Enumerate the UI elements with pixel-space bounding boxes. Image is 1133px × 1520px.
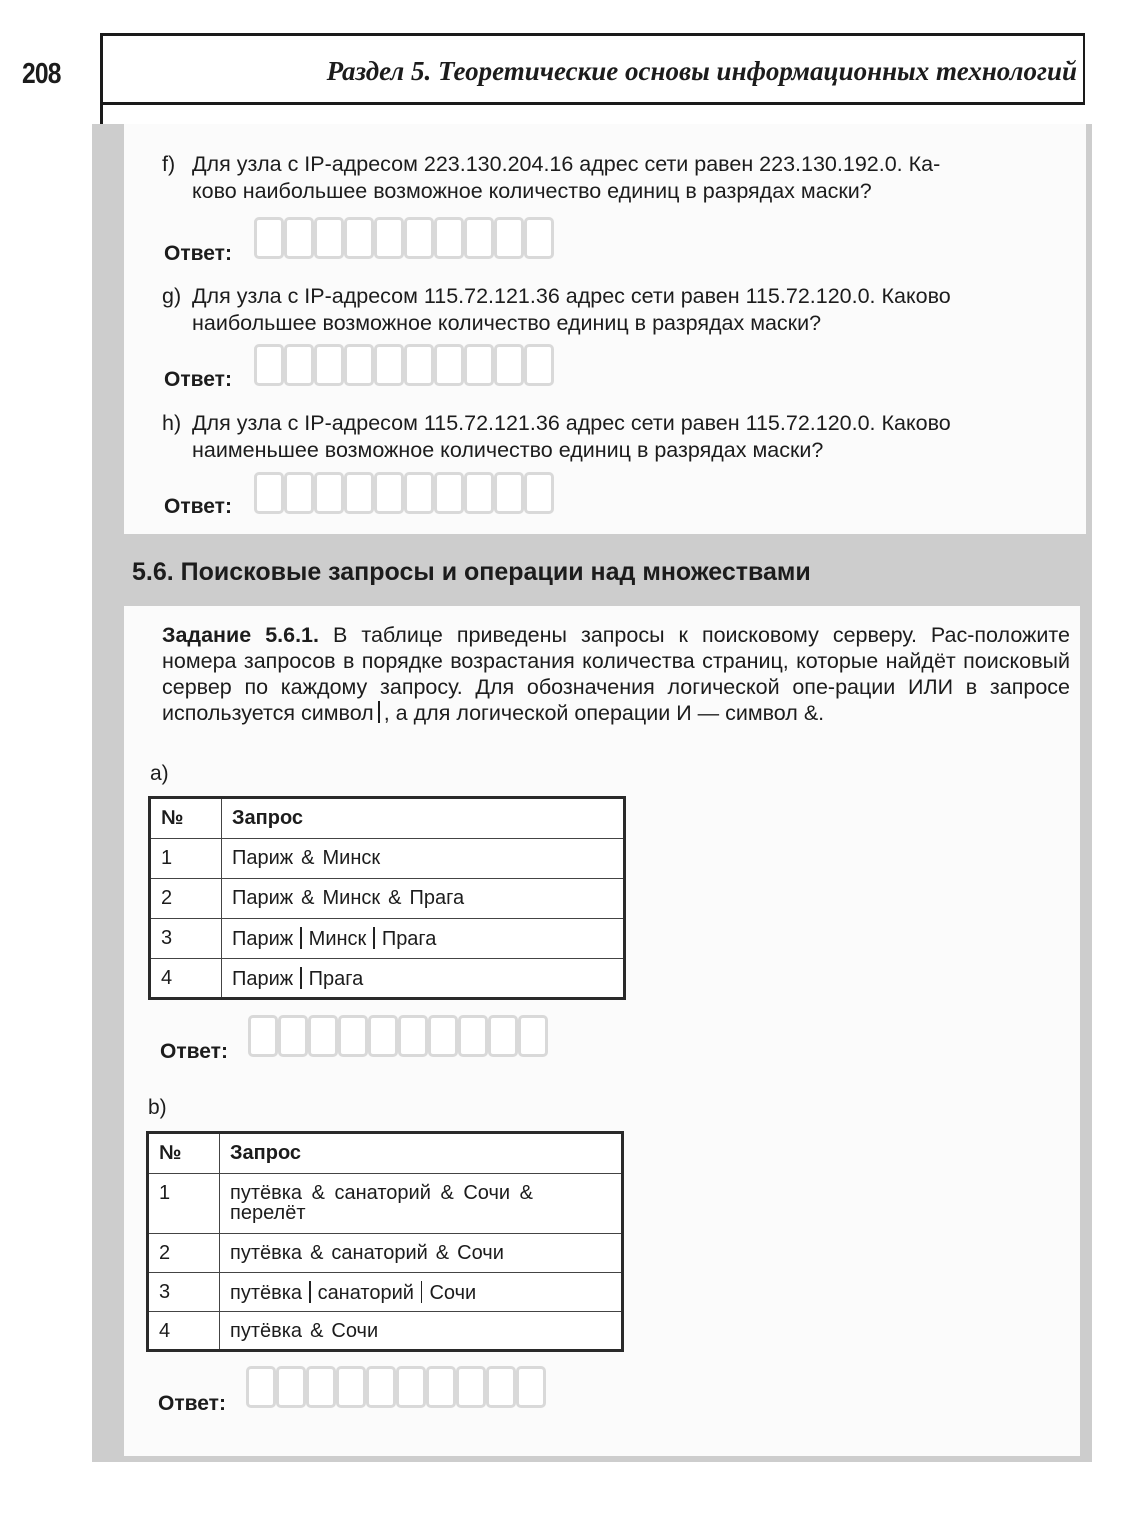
table-header-row — [150, 798, 625, 839]
table-row — [150, 919, 625, 959]
page-number: 208 — [22, 58, 61, 90]
subtask-label-b: b) — [148, 1096, 167, 1119]
row-number: 3 — [150, 919, 222, 959]
question-line: Для узла с IP-адресом 115.72.121.36 адрес сети равен 115.72.120.0. Каково — [192, 284, 951, 308]
query-term: Минск — [322, 887, 381, 909]
column-header-number: № — [148, 1133, 220, 1174]
answer-field-a[interactable] — [248, 1015, 548, 1057]
column-header-number: № — [150, 798, 222, 839]
answer-cell[interactable] — [524, 344, 554, 386]
question-g — [162, 283, 1074, 337]
answer-cell[interactable] — [314, 217, 344, 259]
row-number: 3 — [148, 1273, 220, 1312]
subtask-label-a: a) — [150, 762, 169, 785]
query-cell — [220, 1234, 623, 1273]
answer-field-h[interactable] — [254, 472, 554, 514]
answer-cell[interactable] — [464, 344, 494, 386]
query-term: Прага — [381, 928, 437, 950]
answer-label: Ответ: — [160, 1040, 228, 1063]
or-operator-icon — [300, 967, 302, 989]
and-operator: & — [310, 1320, 324, 1342]
question-letter: h) — [162, 411, 182, 435]
table-row — [150, 839, 625, 879]
answer-cell[interactable] — [404, 344, 434, 386]
header-divider — [100, 105, 103, 125]
row-number: 4 — [148, 1312, 220, 1351]
answer-cell[interactable] — [518, 1015, 548, 1057]
query-term: Прага — [308, 968, 364, 990]
answer-cell[interactable] — [426, 1366, 456, 1408]
answer-cell[interactable] — [374, 217, 404, 259]
answer-cell[interactable] — [434, 344, 464, 386]
query-term: путёвка — [230, 1242, 303, 1264]
answer-label: Ответ: — [164, 242, 232, 265]
answer-cell[interactable] — [494, 344, 524, 386]
section-heading: 5.6. Поисковые запросы и операции над множествами — [132, 558, 811, 586]
and-operator: & — [310, 1242, 324, 1264]
task-label: Задание 5.6.1. — [162, 623, 319, 647]
answer-cell[interactable] — [374, 344, 404, 386]
answer-cell[interactable] — [246, 1366, 276, 1408]
query-cell — [222, 919, 625, 959]
question-line: наибольшее возможное количество единиц в разрядах маски? — [192, 311, 822, 335]
answer-cell[interactable] — [488, 1015, 518, 1057]
query-table-a — [148, 796, 626, 1000]
table-row — [148, 1174, 623, 1234]
task-description — [162, 622, 1070, 726]
question-line: Для узла с IP-адресом 115.72.121.36 адрес сети равен 115.72.120.0. Каково — [192, 411, 951, 435]
question-letter: f) — [162, 152, 176, 176]
answer-cell[interactable] — [404, 472, 434, 514]
answer-cell[interactable] — [486, 1366, 516, 1408]
answer-label: Ответ: — [158, 1392, 226, 1415]
answer-cell[interactable] — [404, 217, 434, 259]
query-cell — [222, 839, 625, 879]
query-term: Париж — [232, 968, 294, 990]
answer-cell[interactable] — [524, 472, 554, 514]
answer-cell[interactable] — [428, 1015, 458, 1057]
query-term: санаторий — [331, 1242, 428, 1264]
or-operator-icon — [373, 927, 375, 949]
or-operator-icon — [421, 1281, 423, 1303]
query-term: Прага — [409, 887, 465, 909]
column-header-query: Запрос — [220, 1133, 623, 1174]
section-header — [100, 33, 1085, 105]
answer-cell[interactable] — [276, 1366, 306, 1408]
answer-cell[interactable] — [434, 217, 464, 259]
answer-cell[interactable] — [368, 1015, 398, 1057]
question-letter: g) — [162, 284, 182, 308]
answer-cell[interactable] — [396, 1366, 426, 1408]
answer-cell[interactable] — [374, 472, 404, 514]
query-term: Сочи — [457, 1242, 504, 1264]
query-term: Париж — [232, 847, 294, 869]
and-operator: & — [301, 847, 315, 869]
answer-cell[interactable] — [344, 344, 374, 386]
answer-cell[interactable] — [314, 344, 344, 386]
table-row — [150, 879, 625, 919]
answer-cell[interactable] — [336, 1366, 366, 1408]
query-cell — [220, 1273, 623, 1312]
query-cell — [220, 1174, 623, 1234]
question-line: ково наибольшее возможное количество единиц в разрядах маски? — [192, 179, 872, 203]
answer-cell[interactable] — [398, 1015, 428, 1057]
column-header-query: Запрос — [222, 798, 625, 839]
answer-label: Ответ: — [164, 368, 232, 391]
answer-field-b[interactable] — [246, 1366, 546, 1408]
query-term: путёвка — [230, 1320, 303, 1342]
question-f — [162, 151, 1074, 205]
answer-field-g[interactable] — [254, 344, 554, 386]
query-term: Сочи — [429, 1282, 477, 1304]
answer-cell[interactable] — [434, 472, 464, 514]
question-line: Для узла с IP-адресом 223.130.204.16 адрес сети равен 223.130.192.0. Ка- — [192, 152, 941, 176]
task-text-part1: В таблице приведены запросы к поисковому серверу. Рас-положите номера запросов в порядке возрастания количества страниц, которые найдёт поисковый сервер по каждому запросу. Для обозначения логической опе-рации ИЛИ в запросе используется символ — [162, 623, 1070, 725]
row-number: 4 — [150, 959, 222, 999]
query-cell — [222, 959, 625, 999]
answer-cell[interactable] — [254, 472, 284, 514]
query-table-b — [146, 1131, 624, 1352]
answer-cell[interactable] — [254, 344, 284, 386]
query-term: Париж — [232, 928, 294, 950]
answer-cell[interactable] — [464, 217, 494, 259]
answer-label: Ответ: — [164, 495, 232, 518]
section-title: Раздел 5. Теоретические основы информационных технологий — [326, 56, 1077, 86]
and-operator: & — [435, 1242, 450, 1264]
table-header-row — [148, 1133, 623, 1174]
pipe-symbol-icon — [378, 701, 380, 723]
answer-cell[interactable] — [366, 1366, 396, 1408]
query-line: путёвка & санаторий & Сочи & — [230, 1182, 533, 1204]
query-cell — [222, 879, 625, 919]
query-term: Минск — [308, 928, 367, 950]
answer-field-f[interactable] — [254, 217, 554, 259]
row-number: 2 — [150, 879, 222, 919]
table-row — [148, 1273, 623, 1312]
answer-cell[interactable] — [308, 1015, 338, 1057]
answer-cell[interactable] — [254, 217, 284, 259]
answer-cell[interactable] — [494, 472, 524, 514]
task-text-part2: , а для логической операции И — символ &. — [383, 701, 825, 725]
query-term: Париж — [232, 887, 294, 909]
query-term: путёвка — [230, 1282, 303, 1304]
answer-cell[interactable] — [458, 1015, 488, 1057]
query-cell — [220, 1312, 623, 1351]
table-row — [148, 1312, 623, 1351]
or-operator-icon — [300, 927, 302, 949]
answer-cell[interactable] — [248, 1015, 278, 1057]
answer-cell[interactable] — [464, 472, 494, 514]
row-number: 2 — [148, 1234, 220, 1273]
query-term: санаторий — [317, 1282, 414, 1304]
question-line: наименьшее возможное количество единиц в разрядах маски? — [192, 438, 824, 462]
answer-cell[interactable] — [284, 472, 314, 514]
answer-cell[interactable] — [314, 472, 344, 514]
answer-cell[interactable] — [284, 217, 314, 259]
or-operator-icon — [309, 1281, 311, 1303]
question-h — [162, 410, 1074, 464]
answer-cell[interactable] — [284, 344, 314, 386]
row-number: 1 — [148, 1174, 220, 1234]
and-operator: & — [388, 887, 402, 909]
table-row — [150, 959, 625, 999]
answer-cell[interactable] — [456, 1366, 486, 1408]
answer-cell[interactable] — [344, 217, 374, 259]
and-operator: & — [301, 887, 315, 909]
answer-cell[interactable] — [516, 1366, 546, 1408]
answer-cell[interactable] — [344, 472, 374, 514]
query-term: Минск — [322, 847, 381, 869]
answer-cell[interactable] — [306, 1366, 336, 1408]
table-row — [148, 1234, 623, 1273]
query-term: Сочи — [331, 1320, 379, 1342]
query-line: перелёт — [230, 1202, 306, 1224]
answer-cell[interactable] — [338, 1015, 368, 1057]
answer-cell[interactable] — [524, 217, 554, 259]
row-number: 1 — [150, 839, 222, 879]
answer-cell[interactable] — [494, 217, 524, 259]
answer-cell[interactable] — [278, 1015, 308, 1057]
